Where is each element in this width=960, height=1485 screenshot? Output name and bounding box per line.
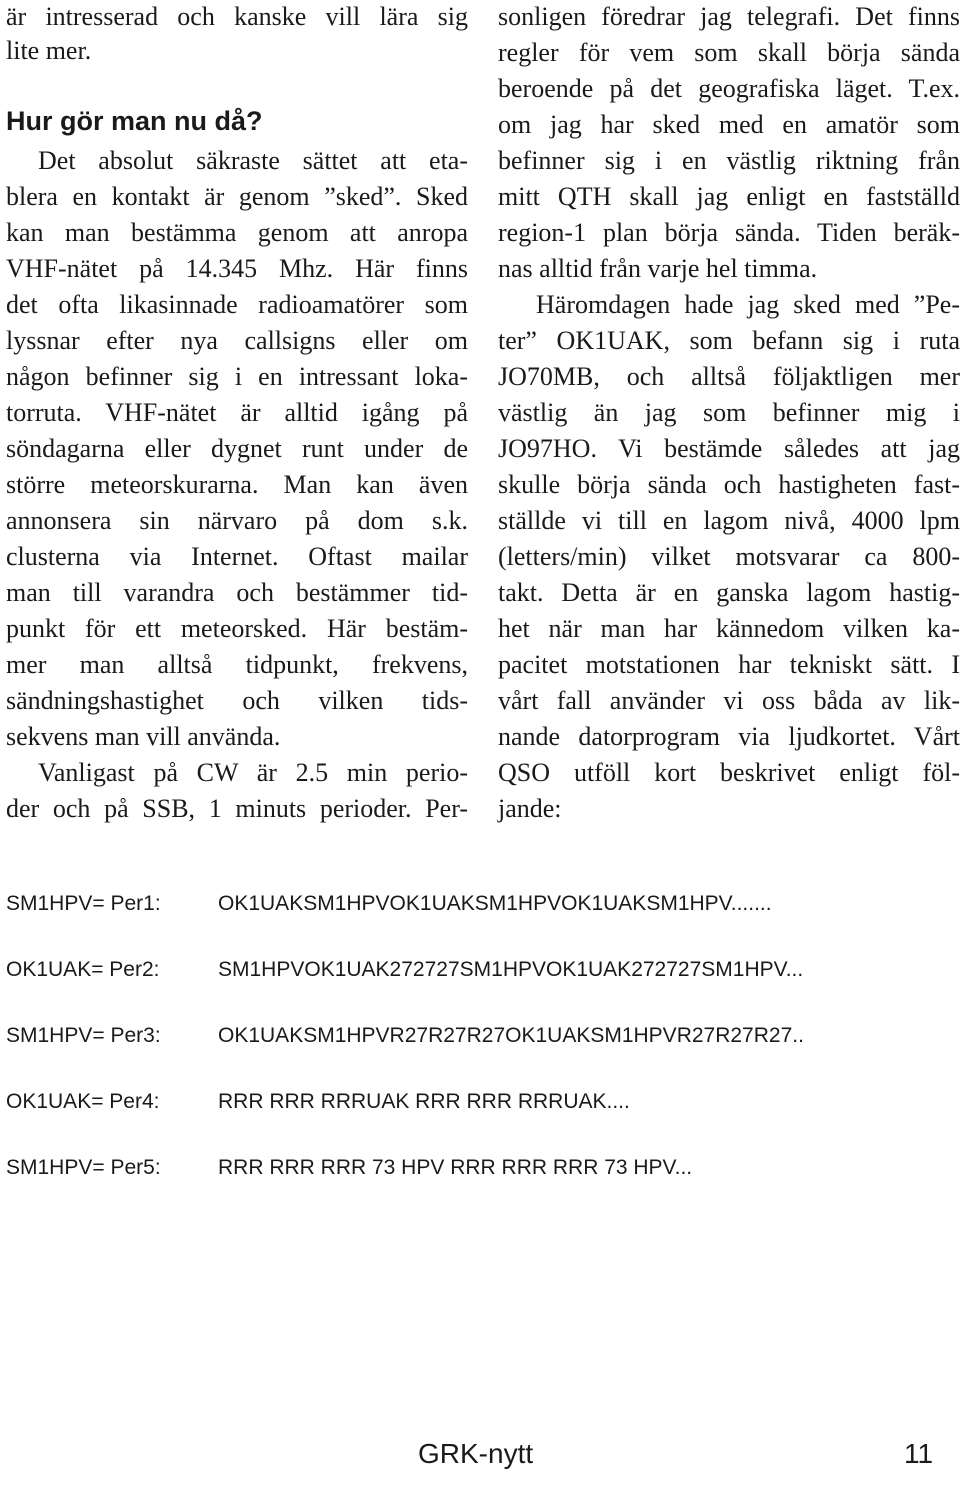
- body-line: VHF-nätet på 14.345 Mhz. Här finns: [6, 254, 468, 283]
- body-line: der och på SSB, 1 minuts perioder. Per-: [6, 794, 468, 823]
- body-line: beroende på det geografiska läget. T.ex.: [498, 74, 960, 103]
- publication-title: GRK-nytt: [418, 1438, 534, 1469]
- qso-message: RRR RRR RRRUAK RRR RRR RRRUAK....: [218, 1090, 630, 1113]
- qso-message: OK1UAKSM1HPVR27R27R27OK1UAKSM1HPVR27R27R27..: [218, 1024, 804, 1047]
- body-line: mitt QTH skall jag enligt en fastställd: [498, 182, 960, 211]
- body-line: västlig än jag som befinner mig i: [498, 398, 960, 427]
- qso-message: OK1UAKSM1HPVOK1UAKSM1HPVOK1UAKSM1HPV.......: [218, 892, 772, 915]
- body-line: Häromdagen hade jag sked med ”Pe-: [536, 290, 960, 319]
- body-line: sonligen föredrar jag telegrafi. Det finns: [498, 2, 960, 31]
- qso-station: SM1HPV= Per3:: [6, 1024, 161, 1047]
- body-line: sekvens man vill använda.: [6, 722, 281, 751]
- body-line: het när man har kännedom vilken ka-: [498, 614, 960, 643]
- intro-line: lite mer.: [6, 36, 92, 65]
- qso-message: SM1HPVOK1UAK272727SM1HPVOK1UAK272727SM1HPV...: [218, 958, 804, 981]
- body-line: annonsera sin närvaro på dom s.k.: [6, 506, 468, 535]
- body-line: Det absolut säkraste sättet att eta-: [38, 146, 468, 175]
- body-line: JO97HO. Vi bestämde således att jag: [498, 434, 960, 463]
- body-line: ter” OK1UAK, som befann sig i ruta: [498, 326, 960, 355]
- body-line: torruta. VHF-nätet är alltid igång på: [6, 398, 468, 427]
- body-line: om jag har sked med en amatör som: [498, 110, 960, 139]
- body-line: söndagarna eller dygnet runt under de: [6, 434, 468, 463]
- page-number: 11: [904, 1438, 934, 1469]
- body-line: nas alltid från varje hel timma.: [498, 254, 818, 283]
- body-line: (letters/min) vilket motsvarar ca 800-: [498, 542, 960, 571]
- body-line: sändningshastighet och vilken tids-: [6, 686, 468, 715]
- qso-station: SM1HPV= Per1:: [6, 892, 161, 915]
- qso-station: SM1HPV= Per5:: [6, 1156, 161, 1179]
- body-line: någon befinner sig i en intressant loka-: [6, 362, 468, 391]
- body-line: region-1 plan börja sända. Tiden beräk-: [498, 218, 960, 247]
- section-heading: Hur gör man nu då?: [6, 106, 263, 136]
- qso-message: RRR RRR RRR 73 HPV RRR RRR RRR 73 HPV...: [218, 1156, 693, 1179]
- body-line: clusterna via Internet. Oftast mailar: [6, 542, 468, 571]
- qso-station: OK1UAK= Per2:: [6, 958, 160, 981]
- body-line: regler för vem som skall börja sända: [498, 38, 960, 67]
- body-line: skulle börja sända och hastigheten fast-: [498, 470, 960, 499]
- body-line: blera en kontakt är genom ”sked”. Sked: [6, 182, 468, 211]
- qso-station: OK1UAK= Per4:: [6, 1090, 160, 1113]
- body-line: nande datorprogram via ljudkortet. Vårt: [498, 722, 960, 751]
- body-line: QSO utföll kort beskrivet enligt föl-: [498, 758, 960, 787]
- body-line: ställde vi till en lagom nivå, 4000 lpm: [498, 506, 960, 535]
- intro-line: är intresserad och kanske vill lära sig: [6, 2, 468, 31]
- body-line: mer man alltså tidpunkt, frekvens,: [6, 650, 468, 679]
- body-line: större meteorskurarna. Man kan även: [6, 470, 468, 499]
- body-line: kan man bestämma genom att anropa: [6, 218, 468, 247]
- body-line: det ofta likasinnade radioamatörer som: [6, 290, 468, 319]
- body-line: JO70MB, och alltså följaktligen mer: [498, 362, 960, 391]
- body-line: lyssnar efter nya callsigns eller om: [6, 326, 468, 355]
- body-line: vårt fall använder vi oss båda av lik-: [498, 686, 960, 715]
- body-line: pacitet motstationen har tekniskt sätt. I: [498, 650, 960, 679]
- body-line: man till varandra och bestämmer tid-: [6, 578, 468, 607]
- body-line: jande:: [498, 794, 562, 823]
- body-line: befinner sig i en västlig riktning från: [498, 146, 960, 175]
- body-line: punkt för ett meteorsked. Här bestäm-: [6, 614, 468, 643]
- body-line: takt. Detta är en ganska lagom hastig-: [498, 578, 960, 607]
- body-line: Vanligast på CW är 2.5 min perio-: [38, 758, 468, 787]
